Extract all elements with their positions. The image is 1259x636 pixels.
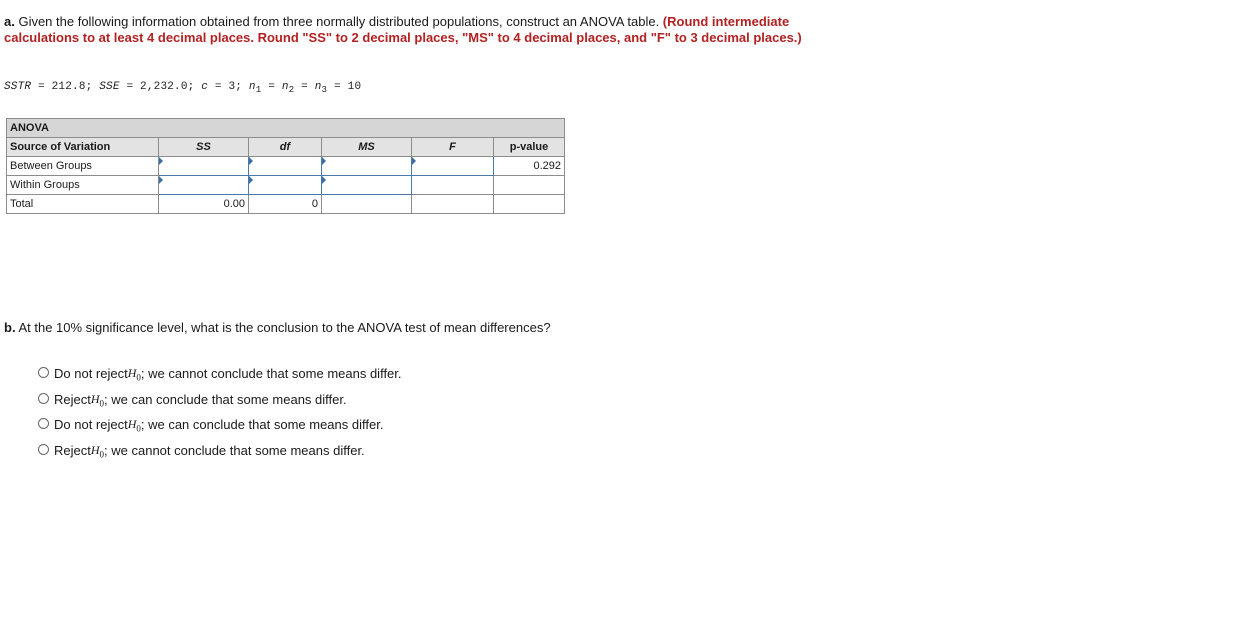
table-row-total xyxy=(7,195,565,214)
row-label: Within Groups xyxy=(7,176,159,195)
between-ss-input[interactable] xyxy=(159,157,249,176)
option-text-pre: Reject xyxy=(54,442,91,458)
h0-symbol: $H_0$ xyxy=(90,442,105,459)
question-b-label: b. xyxy=(4,320,16,335)
total-p-cell xyxy=(494,195,565,214)
table-row-within xyxy=(7,176,565,195)
option-2[interactable] xyxy=(38,392,402,418)
between-ms-input[interactable] xyxy=(322,157,412,176)
question-a xyxy=(4,14,834,46)
within-ss-input[interactable] xyxy=(159,176,249,195)
question-a-label: a. xyxy=(4,14,15,29)
question-b xyxy=(4,320,551,335)
between-p-value: 0.292 xyxy=(494,157,565,176)
anova-table xyxy=(6,118,565,214)
option-text-post: ; we cannot conclude that some means differ. xyxy=(104,442,365,458)
option-3[interactable] xyxy=(38,417,402,443)
header-df: df xyxy=(249,138,322,157)
h0-symbol: $H_0$ xyxy=(90,391,105,408)
row-label: Between Groups xyxy=(7,157,159,176)
radio-button[interactable] xyxy=(38,444,49,455)
between-df-input[interactable] xyxy=(249,157,322,176)
option-1[interactable] xyxy=(38,366,402,392)
between-f-input[interactable] xyxy=(412,157,494,176)
option-text-pre: Do not reject xyxy=(54,366,128,381)
radio-button[interactable] xyxy=(38,393,49,404)
option-text-post: ; we cannot conclude that some means differ. xyxy=(140,366,402,381)
h0-symbol: $H_0$ xyxy=(127,417,141,434)
within-ms-input[interactable] xyxy=(322,176,412,195)
option-text-pre: Do not reject xyxy=(54,417,128,432)
header-ss: SS xyxy=(159,138,249,157)
radio-button[interactable] xyxy=(38,418,49,429)
given-values: SSTR = 212.8; SSE = 2,232.0; c = 3; $n_1 = n_2 = n_3 = 10$ xyxy=(4,81,362,96)
h0-symbol: $H_0$ xyxy=(127,366,141,383)
header-ms: MS xyxy=(322,138,412,157)
table-row-between xyxy=(7,157,565,176)
option-text-post: ; we can conclude that some means differ. xyxy=(140,417,384,432)
question-a-text: Given the following information obtained from three normally distributed populations, construct an ANOVA table. xyxy=(14,14,663,29)
anova-title: ANOVA xyxy=(7,119,565,138)
rounding-instruction: (Round intermediate calculations to at least 4 decimal places. Round "SS" to 2 decimal places, "MS" to 4 decimal places, and "F" to 3 decimal places.) xyxy=(4,14,802,45)
within-df-input[interactable] xyxy=(249,176,322,195)
within-f-cell xyxy=(412,176,494,195)
within-p-cell xyxy=(494,176,565,195)
total-ss-value: 0.00 xyxy=(159,195,249,214)
row-label: Total xyxy=(7,195,159,214)
header-f: F xyxy=(412,138,494,157)
header-source: Source of Variation xyxy=(7,138,159,157)
total-f-cell xyxy=(412,195,494,214)
question-b-text: At the 10% significance level, what is the conclusion to the ANOVA test of mean differences? xyxy=(15,320,551,335)
answer-options xyxy=(38,366,402,468)
total-df-value: 0 xyxy=(249,195,322,214)
radio-button[interactable] xyxy=(38,367,49,378)
total-ms-cell xyxy=(322,195,412,214)
header-p-value: p-value xyxy=(494,138,565,157)
option-text-post: ; we can conclude that some means differ. xyxy=(104,391,347,407)
option-4[interactable] xyxy=(38,443,402,469)
option-text-pre: Reject xyxy=(54,391,91,407)
